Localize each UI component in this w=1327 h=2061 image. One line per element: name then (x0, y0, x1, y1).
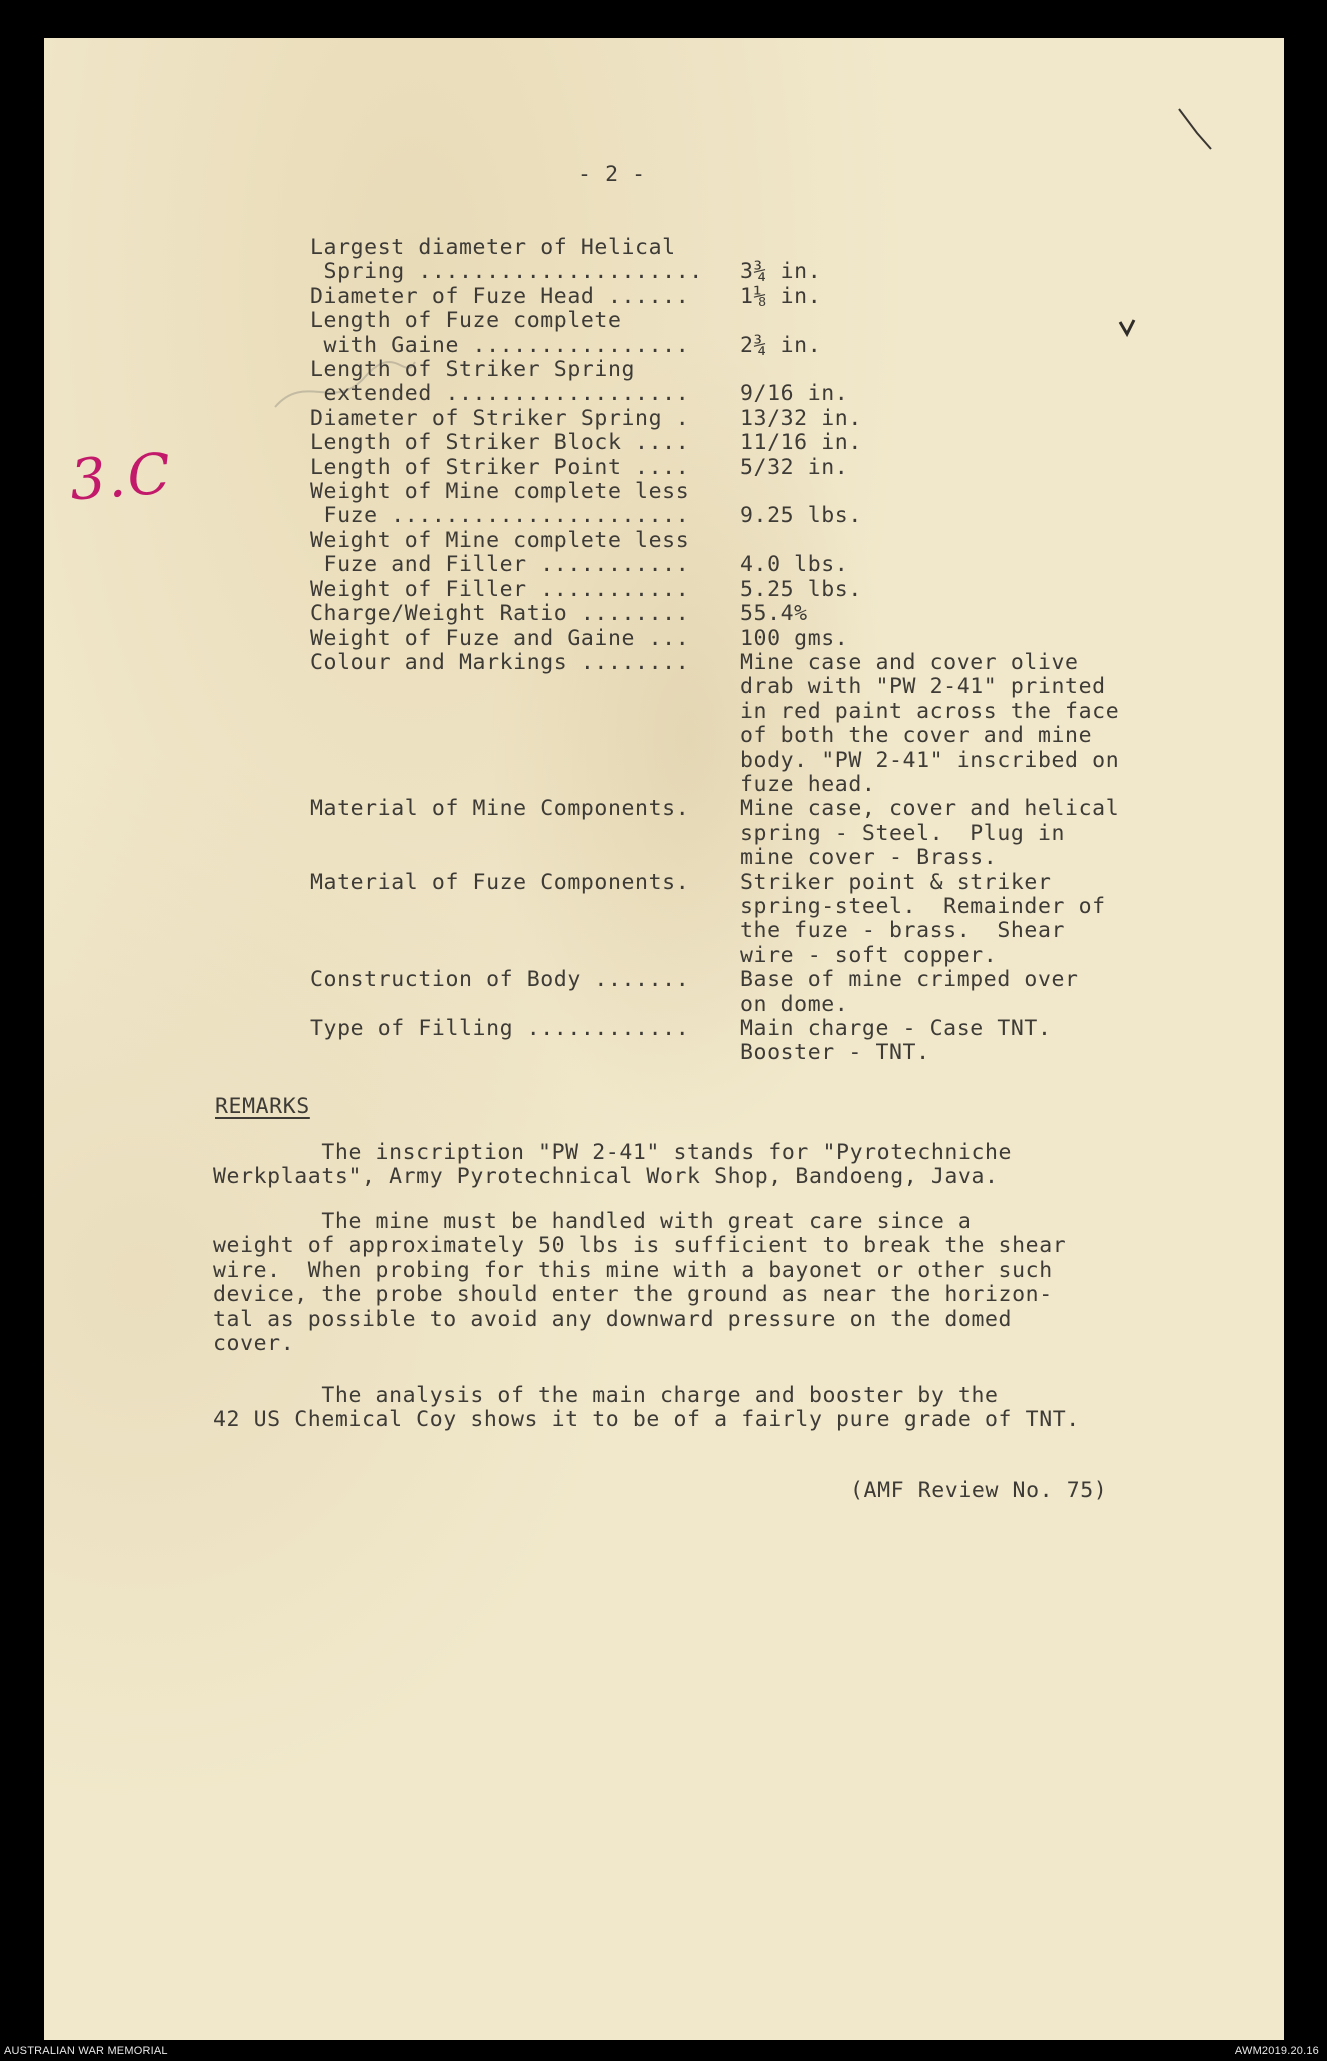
remarks-heading: REMARKS (215, 1094, 310, 1119)
spec-label: Colour and Markings ........ (310, 649, 690, 675)
spec-row (310, 480, 1170, 529)
remarks-paragraph-handling: The mine must be handled with great care since a weight of approximately 50 lbs is sufficient to break the shear wire. When probing for this mine with a bayonet or other such device, the probe should enter the ground as near the horizon- tal as possible to avoid any downward pressure on the domed cover. (213, 1209, 1067, 1357)
spec-label: Weight of Fuze and Gaine ... (310, 625, 690, 651)
spec-row (310, 236, 1170, 285)
spec-row (310, 627, 1170, 651)
spec-row (310, 529, 1170, 578)
spec-label: Length of Fuze complete with Gaine ................ (310, 308, 690, 358)
spec-row (310, 578, 1170, 602)
spec-row (310, 456, 1170, 480)
spec-row (310, 797, 1170, 870)
spec-value: 4.0 lbs. (740, 552, 849, 578)
spec-label: Material of Mine Components. (310, 796, 690, 822)
spec-row (310, 602, 1170, 626)
spec-value: 3¾ in. (740, 259, 822, 285)
spec-label: Construction of Body ....... (310, 967, 690, 993)
spec-value: 5.25 lbs. (740, 576, 862, 602)
spec-value: Main charge - Case TNT. Booster - TNT. (740, 1016, 1052, 1066)
spec-label: Material of Fuze Components. (310, 869, 690, 895)
spec-row (310, 407, 1170, 431)
spec-row (310, 871, 1170, 969)
spec-row (310, 309, 1170, 358)
spec-label: Length of Striker Block .... (310, 430, 690, 456)
spec-value: 1⅛ in. (740, 283, 822, 309)
spec-value: 100 gms. (740, 625, 849, 651)
source-reference: (AMF Review No. 75) (850, 1478, 1108, 1503)
specifications-table (310, 236, 1170, 1066)
spec-row (310, 1017, 1170, 1066)
spec-value: Mine case and cover olive drab with "PW 2-41" printed in red paint across the face of both the cover and mine body. "PW 2-41" inscribed on fuze head. (740, 649, 1120, 797)
spec-row (310, 968, 1170, 1017)
spec-label: Largest diameter of Helical Spring ..................... (310, 235, 703, 285)
pencil-mark-corner (1175, 105, 1215, 155)
spec-row (310, 358, 1170, 407)
spec-label: Length of Striker Spring extended .................. (310, 357, 690, 407)
spec-label: Diameter of Fuze Head ...... (310, 283, 690, 309)
spec-value: Striker point & striker spring-steel. Remainder of the fuze - brass. Shear wire - soft copper. (740, 869, 1106, 968)
handwritten-note: 3.C (67, 441, 175, 514)
spec-value: 9.25 lbs. (740, 503, 862, 529)
spec-label: Type of Filling ............ (310, 1016, 690, 1041)
spec-value: 2¾ in. (740, 332, 822, 358)
spec-value: 5/32 in. (740, 454, 849, 480)
page-number: - 2 - (578, 162, 646, 187)
spec-label: Weight of Mine complete less Fuze and Filler ........... (310, 527, 690, 578)
remarks-paragraph-analysis: The analysis of the main charge and booster by the 42 US Chemical Coy shows it to be of a fairly pure grade of TNT. (213, 1383, 1080, 1433)
footer-archive-name: AUSTRALIAN WAR MEMORIAL (4, 2045, 168, 2057)
spec-row (310, 431, 1170, 455)
remarks-paragraph-inscription: The inscription "PW 2-41" stands for "Pyrotechniche Werkplaats", Army Pyrotechnical Work Shop, Bandoeng, Java. (213, 1140, 1013, 1190)
spec-row (310, 651, 1170, 797)
spec-value: Mine case, cover and helical spring - Steel. Plug in mine cover - Brass. (740, 796, 1120, 871)
spec-label: Weight of Filler ........... (310, 576, 690, 602)
spec-value: 11/16 in. (740, 430, 862, 456)
spec-row (310, 285, 1170, 309)
spec-value: 9/16 in. (740, 381, 849, 407)
spec-value: Base of mine crimped over on dome. (740, 967, 1079, 1017)
spec-label: Weight of Mine complete less Fuze ...................... (310, 479, 690, 529)
spec-label: Length of Striker Point .... (310, 454, 690, 480)
spec-label: Diameter of Striker Spring . (310, 405, 690, 431)
spec-value: 13/32 in. (740, 405, 862, 431)
footer-accession-number: AWM2019.20.16 (1234, 2045, 1319, 2057)
spec-label: Charge/Weight Ratio ........ (310, 601, 690, 627)
spec-value: 55.4% (740, 601, 808, 627)
